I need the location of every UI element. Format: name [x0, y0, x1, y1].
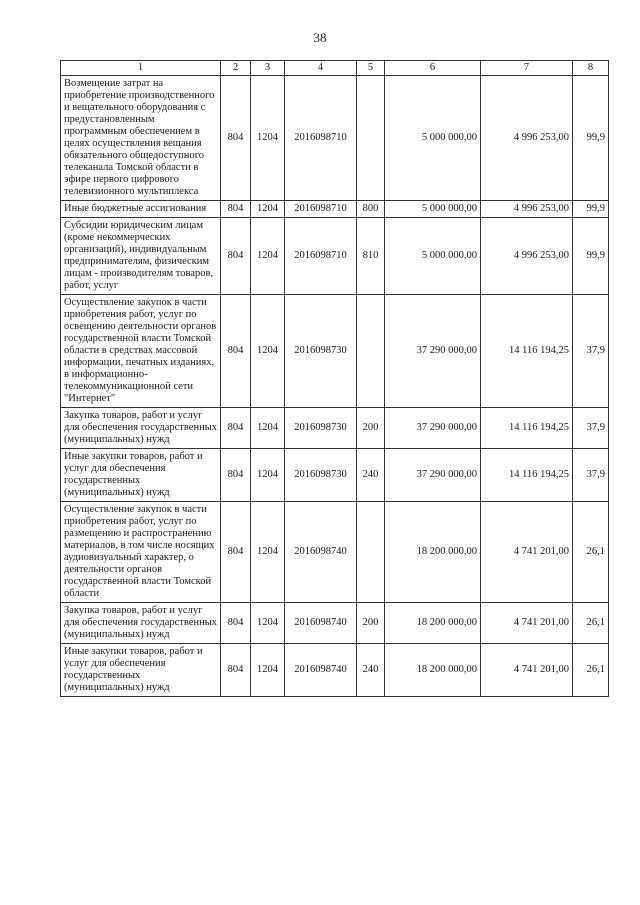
cell-code-5	[357, 76, 385, 201]
table-row	[61, 76, 609, 201]
cell-code-3: 1204	[251, 644, 285, 697]
cell-code-5: 200	[357, 603, 385, 644]
cell-percent-8: 26,1	[573, 603, 609, 644]
column-header: 7	[481, 61, 573, 76]
cell-code-2: 804	[221, 644, 251, 697]
cell-amount-6: 37 290 000,00	[385, 408, 481, 449]
cell-percent-8: 99,9	[573, 218, 609, 295]
table-row	[61, 644, 609, 697]
cell-code-5: 200	[357, 408, 385, 449]
cell-code-5	[357, 295, 385, 408]
cell-code-2: 804	[221, 603, 251, 644]
cell-amount-7: 4 741 201,00	[481, 603, 573, 644]
cell-amount-6: 18 200 000,00	[385, 502, 481, 603]
row-name-cell: Иные бюджетные ассигнования	[61, 201, 221, 218]
table-row	[61, 603, 609, 644]
cell-amount-7: 4 996 253,00	[481, 218, 573, 295]
row-name-cell: Иные закупки товаров, работ и услуг для обеспечения государственных (муниципальных) нужд	[61, 644, 221, 697]
table-row	[61, 449, 609, 502]
cell-code-4: 2016098710	[285, 201, 357, 218]
row-name-cell: Осуществление закупок в части приобретения работ, услуг по освещению деятельности органов государственной власти Томской области в средствах массовой информации, печатных изданиях, в информационно-телекоммуникационной сети "Интернет"	[61, 295, 221, 408]
table-row	[61, 502, 609, 603]
cell-code-4: 2016098730	[285, 449, 357, 502]
table-row	[61, 201, 609, 218]
cell-amount-6: 5 000 000,00	[385, 201, 481, 218]
table-row	[61, 218, 609, 295]
cell-code-4: 2016098740	[285, 603, 357, 644]
cell-amount-6: 5 000 000,00	[385, 76, 481, 201]
cell-code-3: 1204	[251, 295, 285, 408]
cell-percent-8: 99,9	[573, 201, 609, 218]
cell-percent-8: 37,9	[573, 295, 609, 408]
cell-code-3: 1204	[251, 218, 285, 295]
cell-code-3: 1204	[251, 603, 285, 644]
cell-amount-6: 37 290 000,00	[385, 295, 481, 408]
cell-amount-6: 18 200 000,00	[385, 644, 481, 697]
cell-code-4: 2016098730	[285, 295, 357, 408]
cell-amount-7: 14 116 194,25	[481, 295, 573, 408]
cell-code-2: 804	[221, 201, 251, 218]
page-number: 38	[313, 30, 327, 45]
table-body	[61, 76, 609, 697]
column-header: 2	[221, 61, 251, 76]
cell-code-4: 2016098730	[285, 408, 357, 449]
cell-amount-7: 4 741 201,00	[481, 502, 573, 603]
cell-code-3: 1204	[251, 502, 285, 603]
cell-code-4: 2016098710	[285, 218, 357, 295]
cell-amount-6: 18 200 000,00	[385, 603, 481, 644]
cell-code-4: 2016098710	[285, 76, 357, 201]
cell-percent-8: 26,1	[573, 502, 609, 603]
cell-code-2: 804	[221, 502, 251, 603]
cell-amount-6: 5 000 000,00	[385, 218, 481, 295]
column-header: 4	[285, 61, 357, 76]
cell-code-3: 1204	[251, 449, 285, 502]
cell-code-4: 2016098740	[285, 502, 357, 603]
column-header: 5	[357, 61, 385, 76]
cell-code-2: 804	[221, 449, 251, 502]
column-header: 6	[385, 61, 481, 76]
cell-percent-8: 37,9	[573, 408, 609, 449]
table-row	[61, 295, 609, 408]
cell-percent-8: 37,9	[573, 449, 609, 502]
cell-percent-8: 99,9	[573, 76, 609, 201]
cell-amount-7: 14 116 194,25	[481, 449, 573, 502]
cell-code-5: 810	[357, 218, 385, 295]
cell-code-5: 240	[357, 449, 385, 502]
cell-code-3: 1204	[251, 408, 285, 449]
cell-percent-8: 26,1	[573, 644, 609, 697]
budget-table	[60, 60, 609, 697]
row-name-cell: Иные закупки товаров, работ и услуг для обеспечения государственных (муниципальных) нужд	[61, 449, 221, 502]
cell-amount-7: 14 116 194,25	[481, 408, 573, 449]
cell-amount-6: 37 290 000,00	[385, 449, 481, 502]
column-header: 8	[573, 61, 609, 76]
cell-code-3: 1204	[251, 201, 285, 218]
cell-code-5: 240	[357, 644, 385, 697]
row-name-cell: Субсидии юридическим лицам (кроме некоммерческих организаций), индивидуальным предпринимателям, физическим лицам - производителям товаров, работ, услуг	[61, 218, 221, 295]
row-name-cell: Осуществление закупок в части приобретения работ, услуг по размещению и распространению материалов, в том числе носящих аудиовизуальный характер, о деятельности органов государственной власти Томской области	[61, 502, 221, 603]
cell-amount-7: 4 741 201,00	[481, 644, 573, 697]
cell-code-3: 1204	[251, 76, 285, 201]
column-header: 3	[251, 61, 285, 76]
row-name-cell: Закупка товаров, работ и услуг для обеспечения государственных (муниципальных) нужд	[61, 603, 221, 644]
cell-amount-7: 4 996 253,00	[481, 76, 573, 201]
cell-amount-7: 4 996 253,00	[481, 201, 573, 218]
header-row	[61, 61, 609, 76]
cell-code-5	[357, 502, 385, 603]
cell-code-2: 804	[221, 408, 251, 449]
row-name-cell: Закупка товаров, работ и услуг для обеспечения государственных (муниципальных) нужд	[61, 408, 221, 449]
row-name-cell: Возмещение затрат на приобретение производственного и вещательного оборудования с предустановленным программным обеспечением в целях осуществления вещания обязательного общедоступного телеканала Томской области в эфире первого цифрового телевизионного мультиплекса	[61, 76, 221, 201]
table-row	[61, 408, 609, 449]
cell-code-5: 800	[357, 201, 385, 218]
cell-code-2: 804	[221, 295, 251, 408]
cell-code-2: 804	[221, 76, 251, 201]
cell-code-4: 2016098740	[285, 644, 357, 697]
column-header: 1	[61, 61, 221, 76]
cell-code-2: 804	[221, 218, 251, 295]
